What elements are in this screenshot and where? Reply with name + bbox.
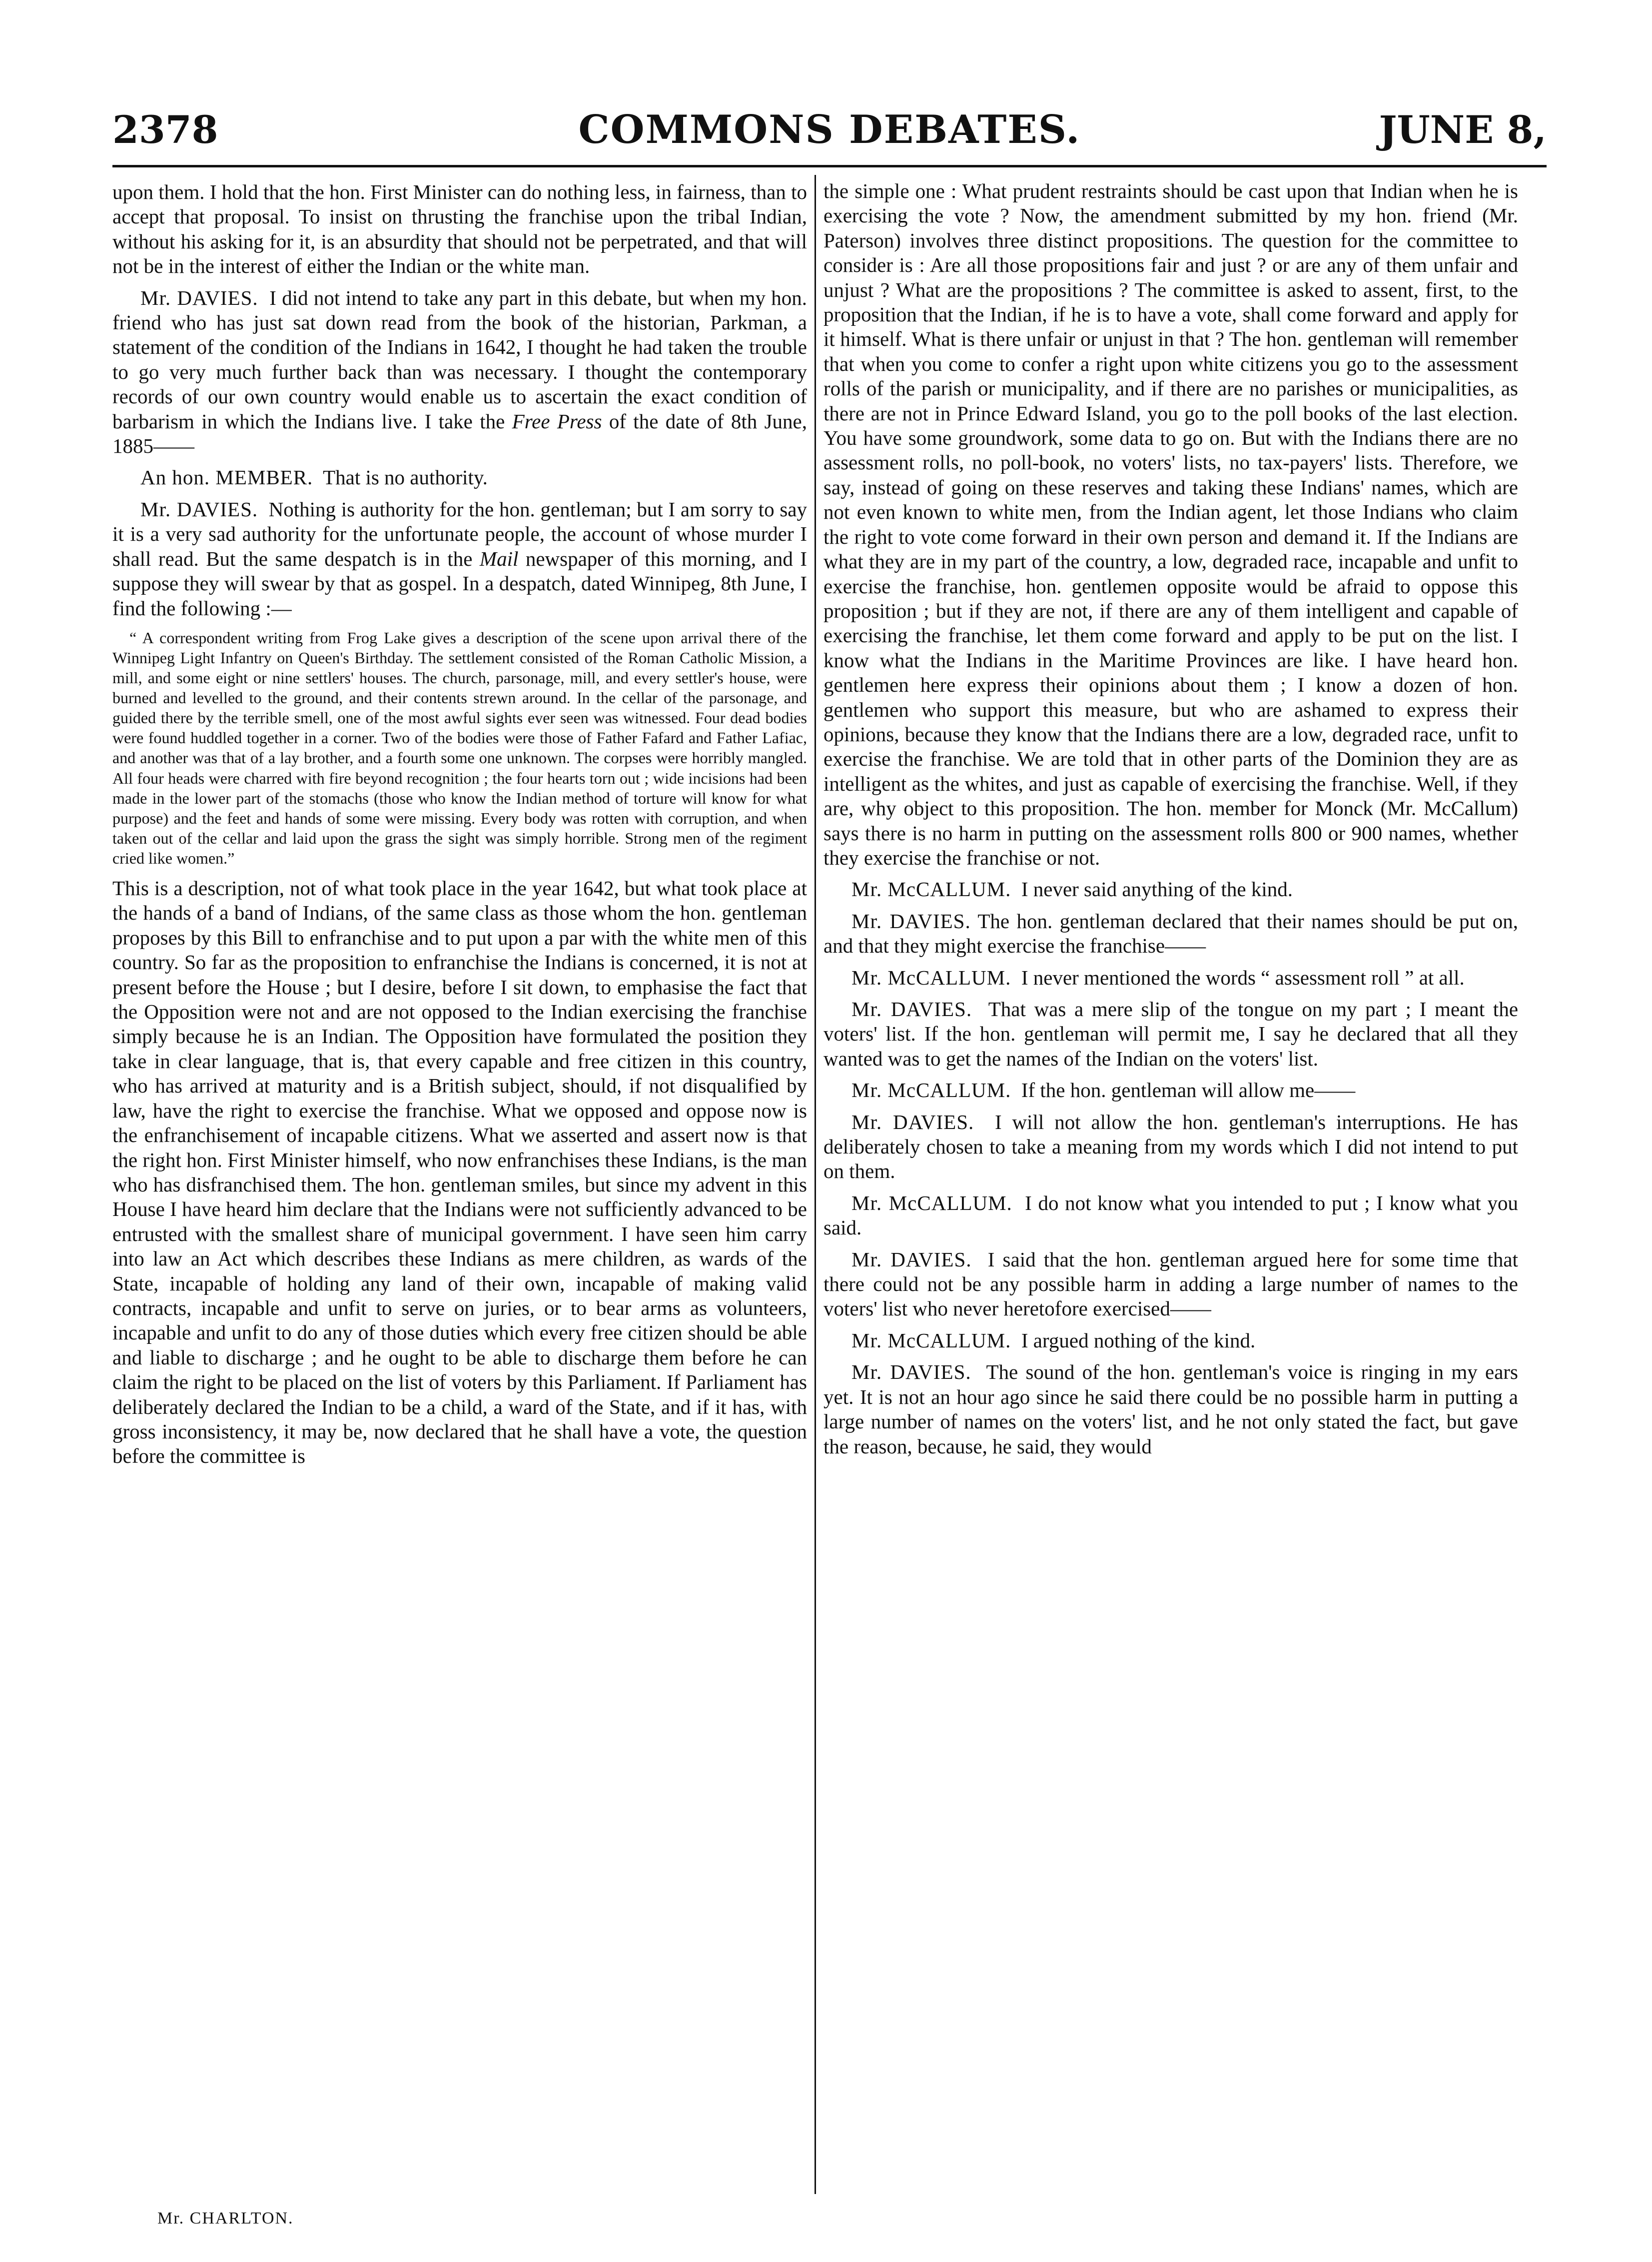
paragraph: This is a description, not of what took place in the year 1642, but what took place at the hands of a band of Indians, of the same class as those whom the hon. gentleman proposes by this Bill to enfranchise and to put upon a par with the white men of this country. So far as the proposition to enfranchise the Indians is concerned, it is not at present before the House ; but I desire, before I sit down, to emphasise the fact that the Opposition were not and are not opposed to the Indian exercising the franchise simply because he is an Indian. The Opposition have formulated the position they take in clear language, that is, that every capable and free citizen in this country, who has arrived at maturity and is a British subject, should, if not disqualified by law, have the right to exercise the franchise. What we opposed and oppose now is the enfranchisement of incapable citizens. What we asserted and assert now is that the right hon. First Minister himself, who now enfranchises these Indians, is the man who has disfranchised them. The hon. gentleman smiles, but since my advent in this House I have heard him declare that the Indians were not sufficiently advanced to be entrusted with the smallest share of municipal government. I have seen him carry into law an Act which describes these Indians as mere children, as wards of the State, incapable of holding any land of their own, incapable of making valid contracts, incapable and unfit to serve on juries, or to bear arms as volunteers, incapable and unfit to do any of those duties which every free citizen should be able and liable to discharge ; and he ought to be able to discharge them before he can claim the right to be placed on the list of voters by this Parliament. If Parliament has deliberately declared the Indian to be a child, a ward of the State, and if it has, with gross inconsistency, it may be, now declared that he shall have a vote, the question before the committee is [112,877,807,1468]
speech-text: I did not intend to take any part in this debate, but when my hon. friend who has just sat down read from the book of the historian, Parkman, a statement of the condition of the Indians in 1642, I thought he had taken the trouble to go very much further back than was necessary. I thought the contemporary records of our own country would enable us to ascertain the exact condition of barbarism in which the Indians live. I take the [112,286,807,433]
speaker-name: Mr. DAVIES. [851,1360,971,1384]
speech-text: I never mentioned the words “ assessment roll ” at all. [1021,966,1465,989]
speaker-name: Mr. McCALLUM. [851,1328,1011,1352]
header-rule [112,165,1547,167]
page-date: JUNE 8, [1379,107,1547,152]
speech-text: The sound of the hon. gentleman's voice is ringing in my ears yet. It is not an hour ago since he said there could be no possible harm in putting a large number of names on the voters' list, and he not only stated the fact, but gave the reason, because, he said, they would [824,1360,1518,1458]
page-title: COMMONS DEBATES. [578,107,1081,152]
newspaper-name: Free Press [512,409,602,433]
speaker-name: Mr. DAVIES. [851,1247,972,1271]
column-divider [815,175,816,2194]
speech-text: I argued nothing of the kind. [1021,1328,1256,1352]
speech [824,1328,1518,1353]
speech [824,1078,1518,1103]
speech [824,1247,1518,1321]
left-column [112,180,807,2219]
speech [112,497,807,621]
speech [824,877,1518,902]
newspaper-name: Mail [479,547,519,570]
speech [824,1360,1518,1459]
speaker-name: Mr. DAVIES. [140,286,258,309]
speech [824,1110,1518,1184]
speaker-name: Mr. McCALLUM. [851,966,1011,989]
speech [824,909,1518,959]
speaker-name: An hon. MEMBER. [140,466,313,489]
speech [824,997,1518,1071]
speech-text: I will not allow the hon. gentleman's interruptions. He has deliberately chosen to take a meaning from my words which I did not intend to put on them. [824,1110,1518,1183]
speech-text: That is no authority. [323,466,488,489]
speech-text: That was a mere slip of the tongue on my part ; I meant the voters' list. If the hon. gentleman will permit me, I say he declared that all they wanted was to get the names of the Indian on the voters' list. [824,998,1518,1070]
speech-text: If the hon. gentleman will allow me—— [1021,1079,1356,1102]
speaker-name: Mr. McCALLUM. [851,1191,1012,1214]
speech-text: of the date of 8th June, 1885—— [112,409,807,458]
paragraph: the simple one : What prudent restraints should be cast upon that Indian when he is exercising the vote ? Now, the amendment submitted by my hon. friend (Mr. Paterson) involves three distinct propositions. The question for the committee to consider is : Are all those propositions fair and just ? or are any of them unfair and unjust ? What are the propositions ? The committee is asked to assent, first, to the proposition that the Indian, if he is to have a vote, shall come forward and apply for it himself. What is there unfair or unjust in that ? The hon. gentleman will remember that when you come to confer a right upon white citizens you go to the assessment rolls of the parish or municipality, and if there are no parishes or municipalities, as there are not in Prince Edward Island, you go to the poll books of the last election. You have some groundwork, some data to go on. But with the Indians there are no assessment rolls, no poll-book, no voters' lists, no tax-payers' lists. Therefore, we say, instead of going on these reserves and taking these Indians' names, which are not even known to white men, from the Indian agent, let those Indians who claim the right to vote come forward in their own person and demand it. If the Indians are what they are in my part of the country, a low, degraded race, incapable and unfit to exercise the franchise, hon. gentlemen opposite would be afraid to oppose this proposition ; but if they are not, if there are any of them intelligent and capable of exercising the franchise, let them come forward and apply to be put on the list. I know what the Indians in the Maritime Provinces are like. I have heard hon. gentlemen here express their opinions about them ; I know a dozen of hon. gentlemen who support this measure, but who are ashamed to express their opinions, because they know that the Indians there are a low, degraded race, unfit to exercise the franchise. We are told that in other parts of the Dominion they are as intelligent as the whites, and just as capable of exercising the franchise. Well, if they are, why object to this proposition. The hon. member for Monck (Mr. McCallum) says there is no harm in putting on the assessment rolls 800 or 900 names, whether they exercise the franchise or not. [824,179,1518,869]
speaker-name: Mr. DAVIES. [140,497,258,521]
speech [112,286,807,459]
speaker-name: Mr. McCALLUM. [851,878,1011,901]
speech-text: The hon. gentleman declared that their names should be put on, and that they might exercise the franchise—— [824,909,1518,958]
speech-text: Nothing is authority for the hon. gentleman; but I am sorry to say it is a very sad authority for the unfortunate people, the account of whose murder I shall read. But the same despatch is in the [112,497,807,570]
speech [112,465,807,490]
right-column [824,179,1518,2218]
page-footer-speaker: Mr. CHARLTON. [157,2209,294,2228]
page-header [112,105,1547,155]
page-number: 2378 [112,107,218,152]
speech-text: I never said anything of the kind. [1021,878,1293,901]
speech [824,1191,1518,1240]
speech-text: I do not know what you intended to put ; I know what you said. [824,1191,1518,1239]
speech [824,966,1518,990]
quoted-despatch: “ A correspondent writing from Frog Lake gives a description of the scene upon arrival there of the Winnipeg Light Infantry on Queen's Birthday. The settlement consisted of the Roman Catholic Mission, a mill, and some eight or nine settlers' houses. The church, parsonage, mill, and every settler's house, were burned and levelled to the ground, and their contents strewn around. In the cellar of the parsonage, and guided there by the terrible smell, one of the most awful sights ever seen was witnessed. Four dead bodies were found huddled together in a corner. Two of the bodies were those of Father Fafard and Father Lafiac, and another was that of a lay brother, and a fourth some one unknown. The corpses were horribly mangled. All four heads were charred with fire beyond recognition ; the four hearts torn out ; wide incisions had been made in the lower part of the stomachs (those who know the Indian method of torture will know for what purpose) and the feet and hands of some were missing. Every body was rotten with corruption, and when taken out of the cellar and laid upon the grass the sight was simply horrible. Strong men of the regiment cried like women.” [112,628,807,867]
speech-text: newspaper of this morning, and I suppose they will swear by that as gospel. In a despatch, dated Winnipeg, 8th June, I find the following :— [112,547,807,620]
speaker-name: Mr. DAVIES. [851,998,972,1021]
speaker-name: Mr. McCALLUM. [851,1079,1011,1102]
speaker-name: Mr. DAVIES. [851,1110,974,1133]
speaker-name: Mr. DAVIES. [851,909,971,933]
paragraph: upon them. I hold that the hon. First Minister can do nothing less, in fairness, than to accept that proposal. To insist on thrusting the franchise upon the tribal Indian, without his asking for it, is an absurdity that should not be perpetrated, and that will not be in the interest of either the Indian or the white man. [112,180,807,278]
speech-text: I said that the hon. gentleman argued here for some time that there could not be any possible harm in adding a large number of names to the voters' list who never heretofore exercised—— [824,1247,1518,1320]
